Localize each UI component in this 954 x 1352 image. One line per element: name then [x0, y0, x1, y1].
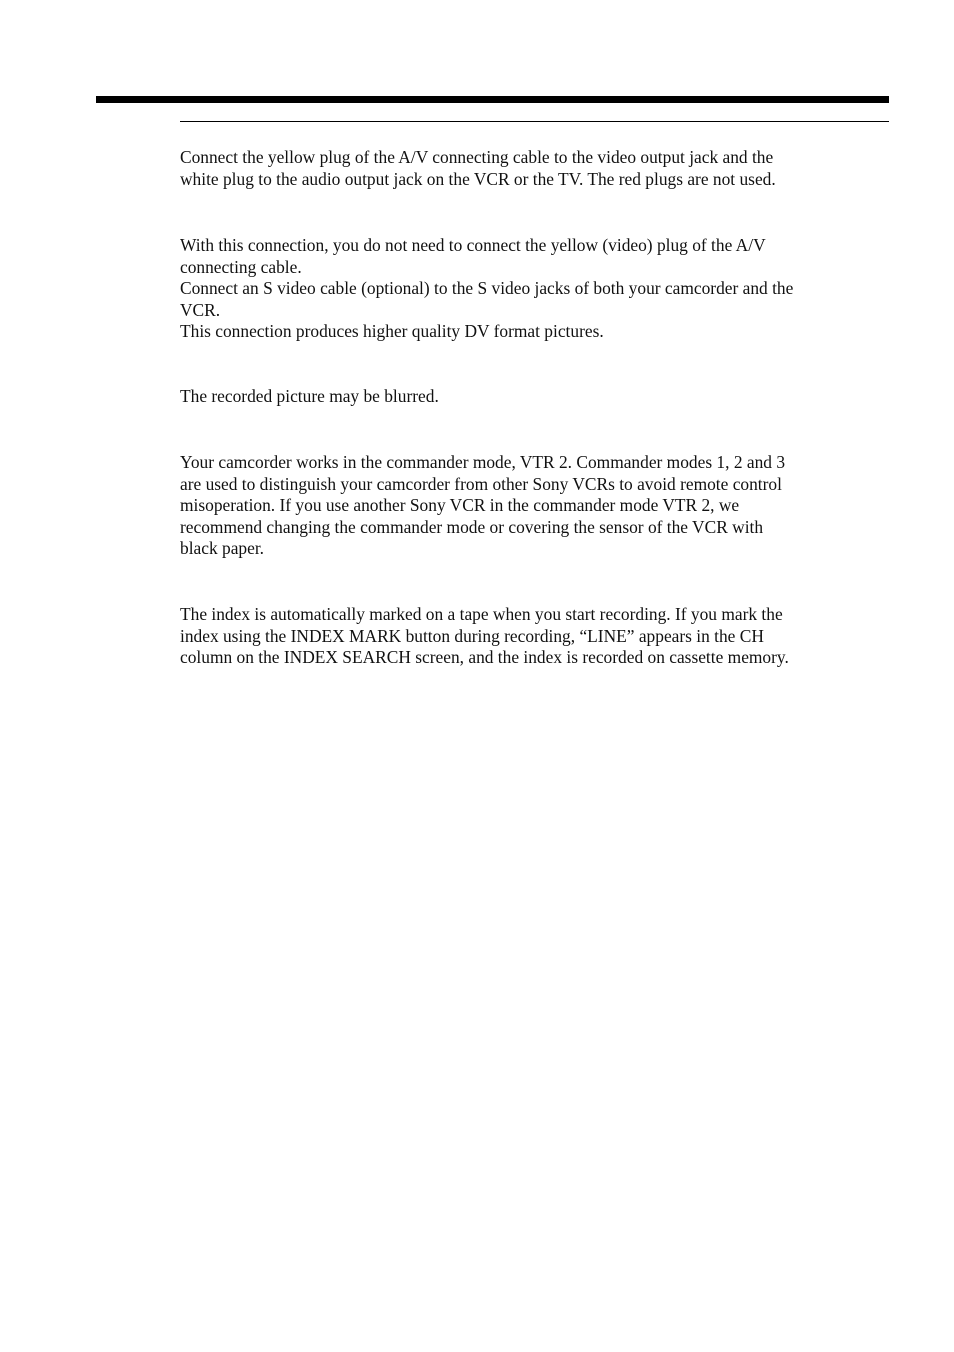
paragraph-connect-plugs: Connect the yellow plug of the A/V connecting cable to the video output jack and the white plug to the audio output jack on the VCR or the TV. The red plugs are not used. — [180, 147, 776, 189]
paragraph-commander-mode: Your camcorder works in the commander mode, VTR 2. Commander modes 1, 2 and 3 are used to distinguish your camcorder from other Sony VCRs to avoid remote control misoperation. If you use another Sony VCR in the commander mode VTR 2, we recommend changing the commander mode or covering the sensor of the VCR with black paper. — [180, 452, 786, 559]
header-thin-rule — [180, 121, 889, 122]
paragraph-s-video-connection: With this connection, you do not need to connect the yellow (video) plug of the A/V connecting cable. Connect an S video cable (optional) to the S video jacks of both your camcorder and the VCR. This connection produces higher quality DV format pictures. — [180, 235, 794, 342]
header-thick-rule — [96, 96, 889, 103]
paragraph-index-mark: The index is automatically marked on a tape when you start recording. If you mark the index using the INDEX MARK button during recording, “LINE” appears in the CH column on the INDEX SEARCH screen, and the index is recorded on cassette memory. — [180, 604, 789, 668]
paragraph-blurred-picture: The recorded picture may be blurred. — [180, 386, 439, 406]
